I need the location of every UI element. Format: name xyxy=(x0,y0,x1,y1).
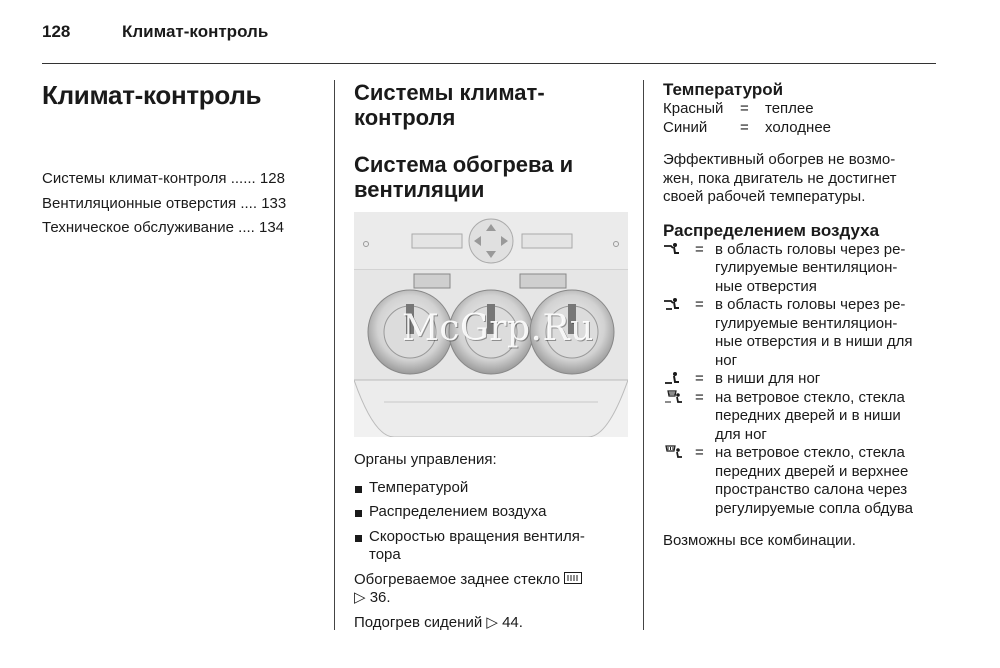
bullet-item: Температурой xyxy=(354,479,634,498)
page-number: 128 xyxy=(42,22,71,41)
head-foot-vent-icon xyxy=(663,297,681,311)
head-vent-icon xyxy=(663,242,681,256)
subsection-title: Система обогрева и вентиляции xyxy=(354,152,574,202)
windscreen-defrost-icon xyxy=(663,445,683,459)
toc-entry[interactable]: Вентиляционные отверстия .... 133 xyxy=(42,194,287,212)
air-row: = на ветровое стекло, стекла передних дверей и в ниши для ног xyxy=(663,389,953,445)
column-divider-1 xyxy=(334,80,335,630)
watermark: McGrp.Ru xyxy=(402,308,594,349)
column-1 xyxy=(42,80,322,241)
section-title: Системы климат- контроля xyxy=(354,80,545,130)
toc-entry[interactable]: Системы климат-контроля ...... 128 xyxy=(42,170,285,187)
ref-arrow-icon: ▷ xyxy=(354,589,366,606)
table-of-contents xyxy=(42,167,322,241)
air-row: = в область головы через ре- гулируемые вентиляцион- ные отверстия xyxy=(663,241,953,297)
toc-entry[interactable]: Техническое обслуживание .... 134 xyxy=(42,219,285,236)
rear-window-text: Обогреваемое заднее стекло ▷ 36. xyxy=(354,571,634,608)
ref-arrow-icon: ▷ xyxy=(486,613,498,631)
air-row: = в область головы через ре- гулируемые вентиляцион- ные отверстия и в ниши для ног xyxy=(663,296,953,370)
air-distribution-heading: Распределением воздуха xyxy=(663,220,880,240)
bullet-item: Скоростью вращения вентиля- тора xyxy=(354,528,634,565)
foot-vent-icon xyxy=(663,371,681,385)
column-2 xyxy=(354,80,634,632)
running-title: Климат-контроль xyxy=(122,22,269,41)
rear-defrost-icon xyxy=(564,572,582,585)
page-header xyxy=(42,22,268,42)
bullet-item: Распределением воздуха xyxy=(354,503,634,522)
temperature-heading: Температурой xyxy=(663,80,784,99)
air-row: = в ниши для ног xyxy=(663,370,953,389)
column-divider-2 xyxy=(643,80,644,630)
header-rule xyxy=(42,63,936,64)
temp-note: Эффективный обогрев не возмо- жен, пока двигатель не достигнет своей рабочей температуры. xyxy=(663,151,897,205)
column-3 xyxy=(663,80,953,551)
chapter-title: Климат-контроль xyxy=(42,80,262,110)
controls-label: Органы управления: xyxy=(354,451,497,468)
temp-row: Красный = теплее xyxy=(663,100,814,117)
windscreen-foot-icon xyxy=(663,390,683,404)
seat-heating-text: Подогрев сидений ▷ 44. xyxy=(354,613,523,631)
combinations-note: Возможны все комбинации. xyxy=(663,532,856,549)
air-row: = на ветровое стекло, стекла передних дверей и верхнее пространство салона через регулируемые сопла обдува xyxy=(663,444,953,518)
temp-row: Синий = холоднее xyxy=(663,118,831,136)
